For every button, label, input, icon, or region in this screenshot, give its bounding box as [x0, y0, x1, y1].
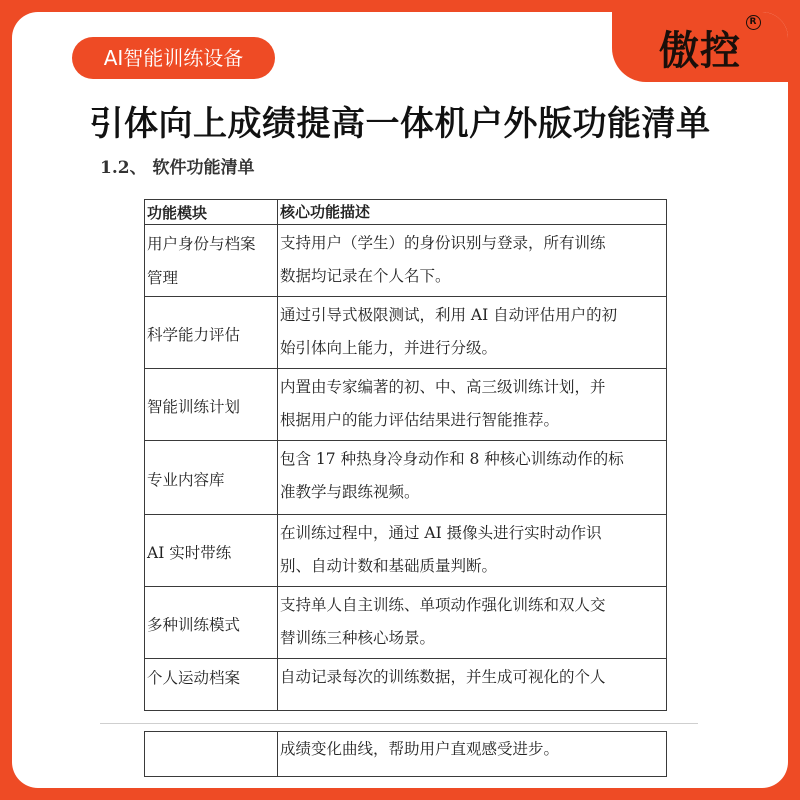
registered-mark-icon: R: [746, 15, 761, 30]
page-break-divider: [100, 723, 698, 731]
page-title: 引体向上成绩提高一体机户外版功能清单: [89, 104, 711, 144]
table-row: [145, 658, 666, 710]
header-module: 功能模块: [145, 200, 278, 224]
module-cell: 专业内容库: [145, 441, 278, 514]
poster-card: [12, 12, 788, 788]
document-scan: [100, 145, 698, 788]
module-cell: [145, 225, 278, 296]
description-cell: [278, 441, 666, 514]
module-line: 管理: [147, 269, 179, 287]
table-row: [145, 296, 666, 368]
category-tag: AI智能训练设备: [72, 37, 275, 79]
table-row: [145, 586, 666, 658]
module-cell: AI 实时带练: [145, 515, 278, 586]
section-heading: 1.2、 软件功能清单: [100, 158, 255, 178]
description-line: 内置由专家编著的初、中、高三级训练计划，并: [280, 378, 606, 396]
function-table: [144, 199, 667, 711]
description-cell: [278, 587, 666, 658]
description-cell: [278, 515, 666, 586]
description-cell: [278, 225, 666, 296]
description-line: 在训练过程中，通过 AI 摄像头进行实时动作识: [280, 524, 602, 542]
description-line: 替训练三种核心场景。: [280, 629, 436, 647]
module-cell: 个人运动档案: [145, 659, 278, 710]
table-row: [145, 368, 666, 440]
description-line: 支持单人自主训练、单项动作强化训练和双人交: [280, 596, 606, 614]
module-cell: 多种训练模式: [145, 587, 278, 658]
table-row: [145, 224, 666, 296]
table-header-row: [145, 200, 666, 224]
description-cell: [278, 297, 666, 368]
description-line: 准教学与跟练视频。: [280, 483, 420, 501]
description-line: 别、自动计数和基础质量判断。: [280, 557, 498, 575]
description-line: 支持用户（学生）的身份识别与登录，所有训练: [280, 234, 606, 252]
function-table-continued: [144, 731, 667, 777]
module-line: 用户身份与档案: [147, 235, 256, 253]
module-cell: 科学能力评估: [145, 297, 278, 368]
description-line: 自动记录每次的训练数据，并生成可视化的个人: [280, 668, 606, 686]
header-description: 核心功能描述: [280, 203, 371, 221]
table-row: [145, 514, 666, 586]
description-line: 数据均记录在个人名下。: [280, 267, 451, 285]
table-row: [145, 440, 666, 514]
brand-name: 傲控: [659, 27, 741, 74]
brand-tab: [612, 12, 788, 82]
module-cell: [145, 732, 278, 776]
description-line: 包含 17 种热身冷身动作和 8 种核心训练动作的标: [280, 450, 624, 468]
description-line: 根据用户的能力评估结果进行智能推荐。: [280, 411, 560, 429]
description-cell: [278, 659, 666, 710]
description-line: 始引体向上能力，并进行分级。: [280, 339, 498, 357]
description-cell: [278, 369, 666, 440]
brand-logo: [659, 16, 758, 76]
description-line: 通过引导式极限测试，利用 AI 自动评估用户的初: [280, 306, 618, 324]
description-cell: 成绩变化曲线，帮助用户直观感受进步。: [280, 740, 560, 758]
module-cell: 智能训练计划: [145, 369, 278, 440]
